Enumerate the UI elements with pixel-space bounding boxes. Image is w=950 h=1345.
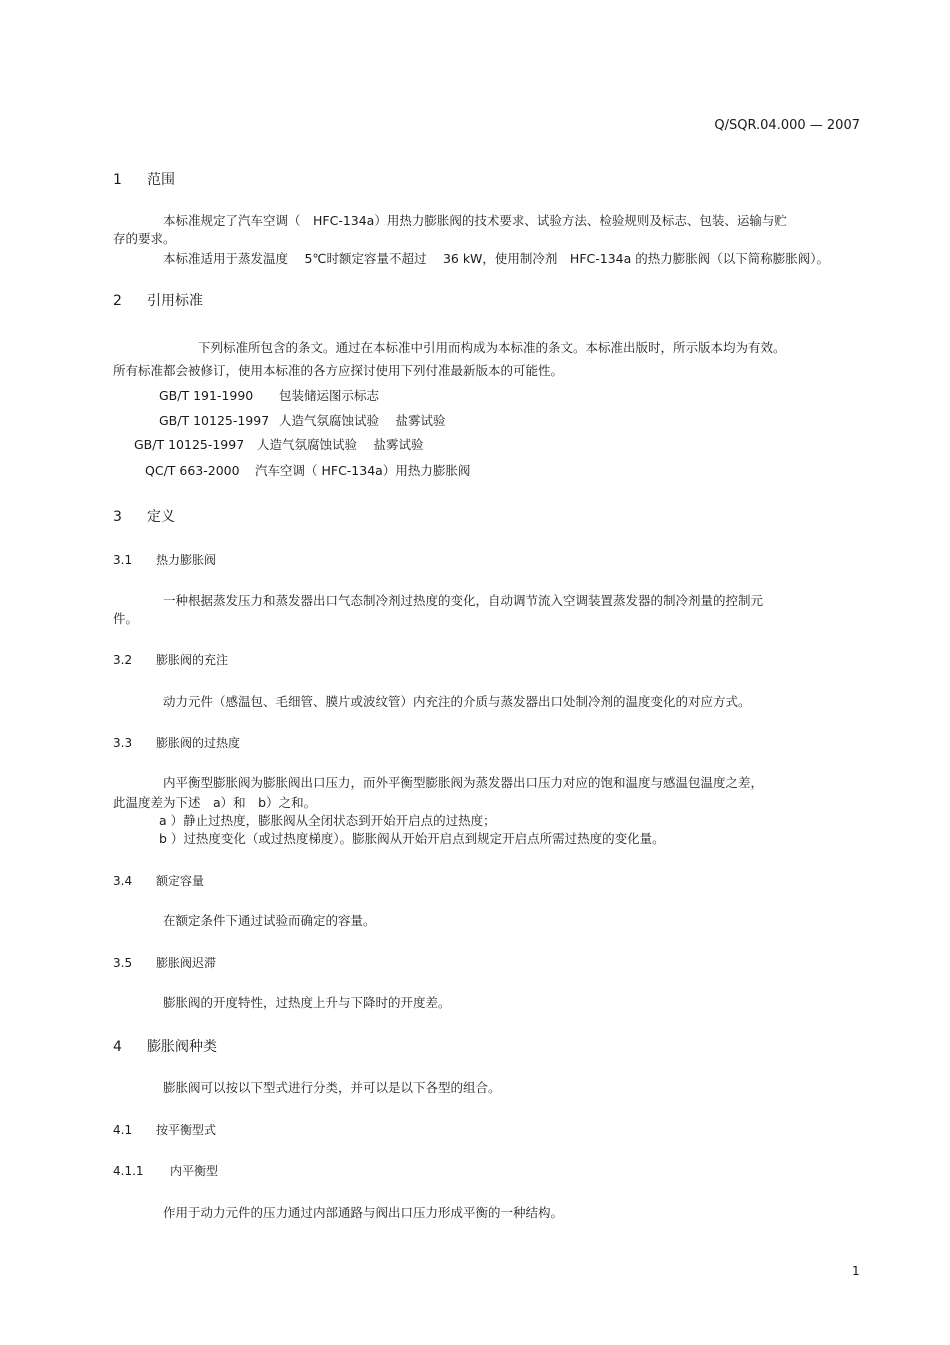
list-item-b: b ）过热度变化（或过热度梯度）。膨胀阀从开始开启点到规定开启点所需过热度的变化量。 — [159, 831, 665, 846]
reference-code: QC/T 663-2000 — [145, 463, 240, 478]
scope-paragraph-1-line-1: 本标准规定了汽车空调（ HFC-134a）用热力膨胀阀的技术要求、试验方法、检验规则及标志、包装、运输与贮 — [163, 213, 787, 228]
reference-title: 人造气氛腐蚀试验 盐雾试验 — [279, 413, 446, 428]
subsection-number: 3.3 — [113, 736, 133, 750]
reference-code: GB/T 10125-1997 — [134, 437, 245, 452]
subsection-number: 3.1 — [113, 553, 133, 567]
definition-text: 一种根据蒸发压力和蒸发器出口气态制冷剂过热度的变化，自动调节流入空调装置蒸发器的制冷剂量的控制元 — [163, 593, 764, 608]
references-intro-line-2: 所有标准都会被修订，使用本标准的各方应探讨使用下列付准最新版本的可能性。 — [113, 363, 564, 378]
subsection-title: 按平衡型式 — [156, 1123, 217, 1137]
subsection-title: 膨胀阀迟滞 — [156, 956, 217, 970]
list-item-a: a ）静止过热度，膨胀阀从全闭状态到开始开启点的过热度； — [159, 813, 496, 828]
section-2-number: 2 — [113, 293, 122, 309]
section-4-title: 膨胀阀种类 — [147, 1039, 217, 1055]
scope-paragraph-2: 本标准适用于蒸发温度 5℃时额定容量不超过 36 kW，使用制冷剂 HFC-134a 的热力膨胀阀（以下简称膨胀阀）。 — [163, 251, 829, 266]
reference-title: 人造气氛腐蚀试验 盐雾试验 — [257, 437, 424, 452]
reference-code: GB/T 10125-1997 — [159, 413, 270, 428]
subsection-number: 3.2 — [113, 653, 133, 667]
section-1-number: 1 — [113, 172, 122, 188]
subsubsection-title: 内平衡型 — [170, 1164, 219, 1178]
references-intro-line-1: 下列标准所包含的条文。通过在本标准中引用而构成为本标准的条文。本标准出版时，所示版本均为有效。 — [198, 340, 786, 355]
section-3-title: 定义 — [147, 509, 175, 525]
definition-text: 内平衡型膨胀阀为膨胀阀出口压力，而外平衡型膨胀阀为蒸发器出口压力对应的饱和温度与感温包温度之差， — [163, 775, 764, 790]
definition-text: 此温度差为下述 a）和 b）之和。 — [113, 795, 317, 810]
scope-paragraph-1-line-2: 存的要求。 — [113, 231, 176, 246]
types-intro: 膨胀阀可以按以下型式进行分类，并可以是以下各型的组合。 — [163, 1080, 501, 1095]
subsection-title: 膨胀阀的充注 — [156, 653, 229, 667]
subsection-title: 额定容量 — [156, 874, 205, 888]
definition-text: 在额定条件下通过试验而确定的容量。 — [163, 913, 376, 928]
subsection-number: 3.4 — [113, 874, 133, 888]
document-code: Q/SQR.04.000 — 2007 — [714, 118, 860, 133]
definition-text: 作用于动力元件的压力通过内部通路与阀出口压力形成平衡的一种结构。 — [163, 1205, 564, 1220]
subsection-number: 4.1 — [113, 1123, 133, 1137]
reference-code: GB/T 191-1990 — [159, 388, 254, 403]
definition-text: 动力元件（感温包、毛细管、膜片或波纹管）内充注的介质与蒸发器出口处制冷剂的温度变化的对应方式。 — [163, 694, 751, 709]
definition-text: 膨胀阀的开度特性，过热度上升与下降时的开度差。 — [163, 995, 451, 1010]
definition-text: 件。 — [113, 611, 139, 626]
reference-title: 包装储运图示标志 — [279, 388, 380, 403]
subsection-title: 热力膨胀阀 — [156, 553, 217, 567]
section-2-title: 引用标准 — [147, 293, 203, 309]
section-1-title: 范围 — [147, 172, 175, 188]
subsection-title: 膨胀阀的过热度 — [156, 736, 241, 750]
reference-title: 汽车空调（ HFC-134a）用热力膨胀阀 — [255, 463, 471, 478]
page-number: 1 — [852, 1264, 860, 1278]
section-4-number: 4 — [113, 1039, 122, 1055]
subsubsection-number: 4.1.1 — [113, 1164, 144, 1178]
subsection-number: 3.5 — [113, 956, 133, 970]
section-3-number: 3 — [113, 509, 122, 525]
